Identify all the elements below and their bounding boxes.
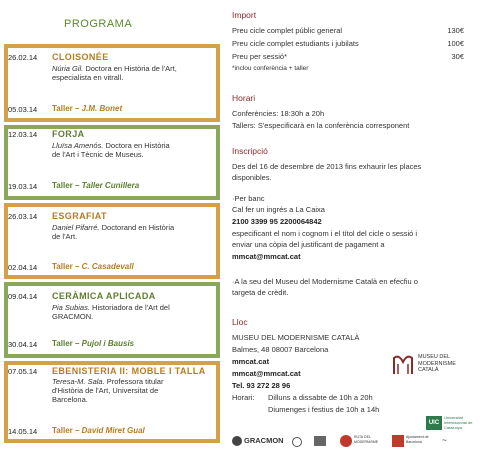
- session-description: Daniel Pifarré. Doctorand en Història de l'Art.: [52, 223, 175, 241]
- logo-text: MODERNISME: [418, 360, 456, 367]
- ajuntament-icon: [392, 435, 404, 447]
- price-row: Preu per sessió* 30€: [232, 52, 464, 61]
- session-date: 26.03.14: [8, 212, 38, 221]
- logo-text: MUSEU DEL: [418, 354, 451, 360]
- gracmon-logo: GRACMON: [232, 432, 282, 452]
- museum-logo-icon: [392, 354, 414, 376]
- program-card: [4, 125, 220, 200]
- session-description: Teresa-M. Sala. Professora titular d'Història de l'Art, Universitat de Barcelona.: [52, 377, 164, 404]
- session-date: 26.02.14: [8, 53, 38, 62]
- program-card: [4, 361, 220, 443]
- inscripcio-text: Des del 16 de desembre de 2013 fins exhaurir les places: [232, 162, 422, 171]
- import-heading: Import: [232, 10, 257, 20]
- web-link[interactable]: mmcat.cat: [232, 357, 270, 366]
- inscripcio-text: enviar una còpia del justificant de pagament a: [232, 240, 385, 249]
- taller-date: 05.03.14: [8, 105, 38, 114]
- inscripcio-text: Cal fer un ingrés a La Caixa: [232, 205, 325, 214]
- inscripcio-text: ·Per banc: [232, 194, 265, 203]
- session-date: 09.04.14: [8, 292, 38, 301]
- ruta-icon: [340, 435, 352, 447]
- session-title: FORJA: [52, 129, 85, 139]
- taller-label: Taller – Pujol i Bausis: [52, 339, 135, 348]
- session-title: CLOISONÉE: [52, 52, 109, 62]
- phone-number: Tel. 93 272 28 96: [232, 381, 291, 390]
- email-link[interactable]: mmcat@mmcat.cat: [232, 252, 301, 261]
- uic-text: Universitat Internacional de Catalunya: [444, 415, 473, 430]
- uic-badge: UIC: [426, 416, 442, 430]
- session-date: 07.05.14: [8, 367, 38, 376]
- taller-date: 19.03.14: [8, 182, 38, 191]
- lloc-horari-line: Dilluns a dissabte de 10h a 20h: [268, 393, 373, 402]
- taller-label: Taller – C. Casadevall: [52, 262, 134, 271]
- program-card: [4, 44, 220, 122]
- inscripcio-text: ·A la seu del Museu del Modernisme Català en efecfiu o: [232, 277, 418, 286]
- price-row: Preu cicle complet públic general 130€: [232, 26, 464, 35]
- price-row: Preu cicle complet estudiants i jubilats 100€: [232, 39, 464, 48]
- session-title: CERÀMICA APLICADA: [52, 291, 156, 301]
- lloc-horari-line: Diumenges i festius de 10h a 14h: [268, 405, 380, 414]
- program-card: [4, 282, 220, 358]
- partner-logo-icon: [292, 432, 302, 452]
- taller-date: 02.04.14: [8, 263, 38, 272]
- programa-panel: [0, 0, 222, 460]
- gracmon-icon: [232, 436, 242, 446]
- museum-name: MUSEU DEL MODERNISME CATALÀ: [232, 333, 360, 342]
- price-note: *inclou conferència + taller: [232, 65, 309, 72]
- lloc-heading: Lloc: [232, 317, 248, 327]
- iban-number: 2100 3399 95 2200064842: [232, 217, 322, 226]
- email-link[interactable]: mmcat@mmcat.cat: [232, 369, 301, 378]
- museum-logo: [392, 352, 472, 382]
- inscripcio-text: targeta de crèdit.: [232, 288, 289, 297]
- sponsor-logos: [232, 432, 476, 452]
- taller-date: 30.04.14: [8, 340, 38, 349]
- inscripcio-text: disponibles.: [232, 173, 272, 182]
- taller-date: 14.05.14: [8, 427, 38, 436]
- ruta-modernisme-logo: RUTA DEL MODERNISME: [340, 432, 384, 452]
- ajuntament-logo: Ajuntament de Barcelona: [392, 432, 432, 452]
- program-card: [4, 203, 220, 279]
- taller-label: Taller – Taller Cunillera: [52, 181, 140, 190]
- horari-line: Conferències: 18:30h a 20h: [232, 109, 325, 118]
- logo-text: CATALÀ: [418, 367, 439, 373]
- session-description: Núria Gil. Doctora en Història de l'Art, especialista en vitrall.: [52, 64, 177, 82]
- partner-logo-icon: [314, 432, 328, 452]
- session-description: Lluïsa Amenós. Doctora en Història de l'Art i Tècnic de Museus.: [52, 141, 170, 159]
- session-title: EBENISTERIA II: MOBLE I TALLA: [52, 366, 206, 376]
- horari-heading: Horari: [232, 93, 256, 103]
- museum-address: Balmes, 48 08007 Barcelona: [232, 345, 329, 354]
- inscripcio-text: especificant el nom i cognom i el títol del cicle o sessió i: [232, 229, 418, 238]
- taller-label: Taller – David Miret Gual: [52, 426, 145, 435]
- session-date: 12.03.14: [8, 130, 38, 139]
- partner-logo-icon: ~: [442, 436, 447, 445]
- horari-label: Horari:: [232, 393, 255, 402]
- session-title: ESGRAFIAT: [52, 211, 107, 221]
- taller-label: Taller – J.M. Bonet: [52, 104, 123, 113]
- horari-line: Tallers: S'especificarà en la conferència corresponent: [232, 121, 410, 130]
- session-description: Pia Subias. Historiadora de l'Art del GRACMON.: [52, 303, 170, 321]
- inscripcio-heading: Inscripció: [232, 146, 268, 156]
- programa-title: PROGRAMA: [64, 18, 133, 30]
- uic-logo: [426, 414, 476, 432]
